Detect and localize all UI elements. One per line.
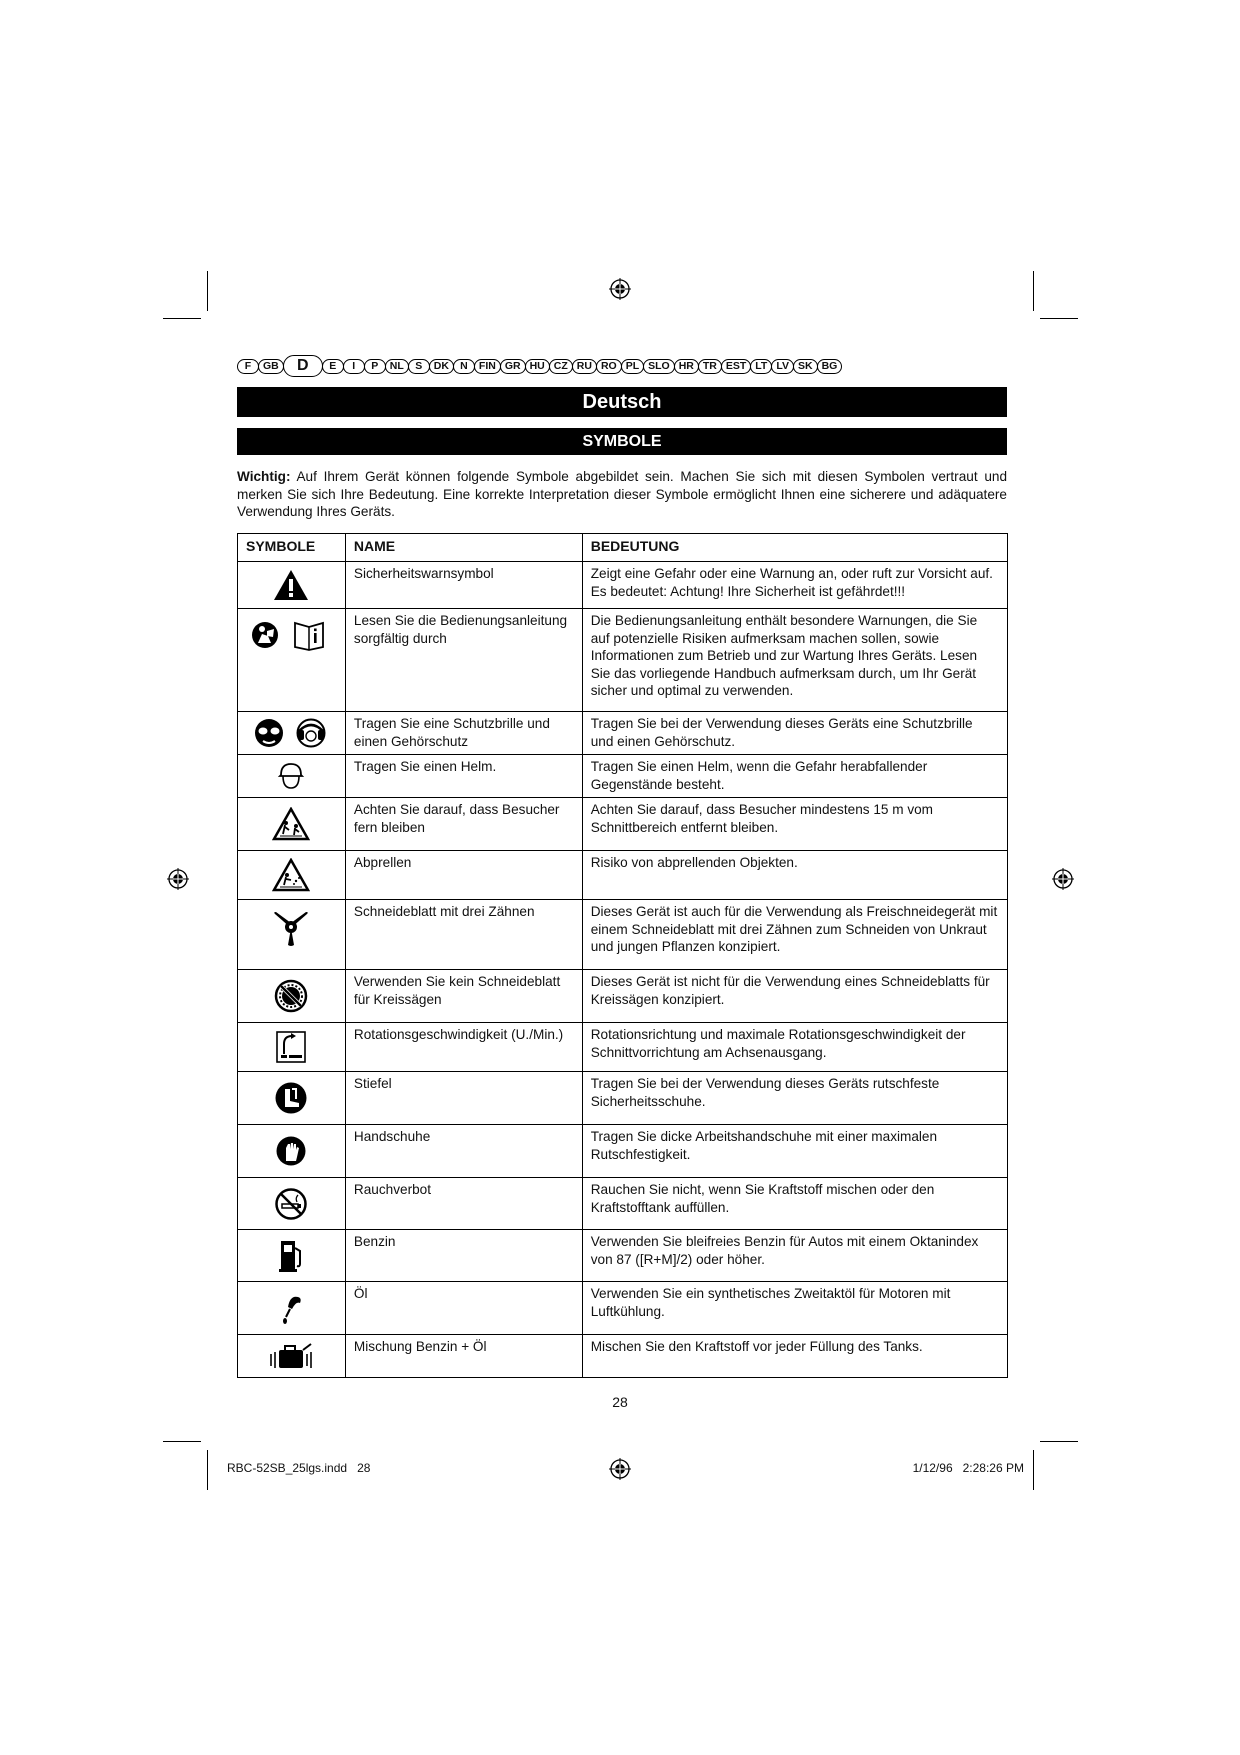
- column-header: NAME: [345, 534, 582, 562]
- table-row: [238, 1125, 1008, 1178]
- goggles-earmuffs-icon: [253, 717, 329, 749]
- column-header: BEDEUTUNG: [582, 534, 1007, 562]
- footer-file: RBC-52SB_25lgs.indd 28: [227, 1461, 371, 1475]
- language-tab-gb[interactable]: GB: [258, 359, 284, 374]
- table-row: [238, 1072, 1008, 1125]
- ricochet-icon: [272, 858, 310, 892]
- language-tab-cz[interactable]: CZ: [549, 359, 573, 374]
- registration-mark-icon: [609, 278, 631, 300]
- language-title: Deutsch: [582, 390, 662, 413]
- symbol-meaning: Verwenden Sie bleifreies Benzin für Autos mit einem Oktanindex von 87 ([R+M]/2) oder höher.: [582, 1230, 1007, 1282]
- table-row: [238, 562, 1008, 609]
- symbol-name: Öl: [345, 1282, 582, 1335]
- table-row: [238, 970, 1008, 1023]
- language-tab-ru[interactable]: RU: [572, 359, 597, 374]
- symbol-name: Tragen Sie eine Schutzbrille und einen Gehörschutz: [345, 712, 582, 755]
- bystanders-away-icon: [272, 807, 310, 841]
- crop-mark: [1040, 318, 1078, 319]
- language-tab-est[interactable]: EST: [721, 359, 751, 374]
- language-tab-bg[interactable]: BG: [817, 359, 843, 374]
- gloves-icon: [275, 1135, 307, 1167]
- table-header-row: [238, 534, 1008, 562]
- crop-mark: [163, 318, 201, 319]
- symbol-meaning: Tragen Sie bei der Verwendung dieses Geräts eine Schutzbrille und einen Gehörschutz.: [582, 712, 1007, 755]
- no-circular-saw-blade-icon: [274, 979, 308, 1013]
- page-number: 28: [612, 1394, 628, 1410]
- language-tab-slo[interactable]: SLO: [643, 359, 675, 374]
- fuel-mix-icon: [267, 1340, 315, 1372]
- intro-label: Wichtig:: [237, 469, 291, 484]
- symbol-cell: [238, 712, 346, 755]
- registration-mark-icon: [167, 868, 189, 890]
- boots-icon: [274, 1081, 308, 1115]
- symbol-meaning: Zeigt eine Gefahr oder eine Warnung an, oder ruft zur Vorsicht auf. Es bedeutet: Achtung! Ihre Sicherheit ist gefährdet!!!: [582, 562, 1007, 609]
- symbol-meaning: Die Bedienungsanleitung enthält besondere Warnungen, die Sie auf potenzielle Risiken aufmerksam machen sollen, sowie Informationen zum Betrieb und zur Wartung Ihres Geräts. Lesen Sie das vorliegende Handbuch aufmerksam durch, um Ihr Gerät sicher und optimal zu verwenden.: [582, 609, 1007, 712]
- symbol-name: Abprellen: [345, 851, 582, 900]
- symbols-table: [237, 533, 1008, 1378]
- symbol-meaning: Tragen Sie einen Helm, wenn die Gefahr herabfallender Gegenstände besteht.: [582, 755, 1007, 798]
- intro-text: Auf Ihrem Gerät können folgende Symbole abgebildet sein. Machen Sie sich mit diesen Symbolen vertraut und merken Sie sich Ihre Bedeutung. Eine korrekte Interpretation dieser Symbole ermöglicht Ihnen eine sicherere und adäquatere Verwendung Ihres Geräts.: [237, 469, 1007, 519]
- symbol-meaning: Tragen Sie bei der Verwendung dieses Geräts rutschfeste Sicherheitsschuhe.: [582, 1072, 1007, 1125]
- footer-timestamp: 1/12/96 2:28:26 PM: [912, 1461, 1024, 1475]
- crop-mark: [1040, 1441, 1078, 1442]
- language-tab-fin[interactable]: FIN: [474, 359, 501, 374]
- symbol-cell: [238, 1125, 346, 1178]
- symbol-meaning: Risiko von abprellenden Objekten.: [582, 851, 1007, 900]
- symbol-name: Lesen Sie die Bedienungsanleitung sorgfältig durch: [345, 609, 582, 712]
- symbol-name: Sicherheitswarnsymbol: [345, 562, 582, 609]
- symbol-name: Verwenden Sie kein Schneideblatt für Kreissägen: [345, 970, 582, 1023]
- column-header: SYMBOLE: [238, 534, 346, 562]
- symbol-name: Achten Sie darauf, dass Besucher fern bleiben: [345, 798, 582, 851]
- section-title: SYMBOLE: [582, 432, 662, 450]
- oil-can-icon: [276, 1289, 306, 1327]
- language-tab-hu[interactable]: HU: [525, 359, 550, 374]
- language-tab-d[interactable]: D: [283, 355, 323, 377]
- symbol-meaning: Achten Sie darauf, dass Besucher mindestens 15 m vom Schnittbereich entfernt bleiben.: [582, 798, 1007, 851]
- table-row: [238, 755, 1008, 798]
- symbol-cell: [238, 851, 346, 900]
- symbol-name: Schneideblatt mit drei Zähnen: [345, 900, 582, 970]
- symbol-name: Handschuhe: [345, 1125, 582, 1178]
- language-tab-ro[interactable]: RO: [596, 359, 622, 374]
- symbol-name: Mischung Benzin + Öl: [345, 1335, 582, 1378]
- language-tab-f[interactable]: F: [237, 359, 259, 374]
- language-tab-bar: [237, 355, 1007, 377]
- language-tab-s[interactable]: S: [408, 359, 430, 374]
- symbol-cell: [238, 1072, 346, 1125]
- table-row: [238, 900, 1008, 970]
- language-tab-pl[interactable]: PL: [621, 359, 644, 374]
- rotation-speed-icon: [275, 1030, 307, 1064]
- symbol-name: Tragen Sie einen Helm.: [345, 755, 582, 798]
- symbol-meaning: Mischen Sie den Kraftstoff vor jeder Füllung des Tanks.: [582, 1335, 1007, 1378]
- language-title-band: [237, 387, 1007, 417]
- language-tab-i[interactable]: I: [343, 359, 365, 374]
- symbol-cell: [238, 1335, 346, 1378]
- language-tab-p[interactable]: P: [364, 359, 386, 374]
- intro-paragraph: [237, 468, 1007, 521]
- symbol-cell: [238, 1023, 346, 1072]
- symbol-cell: [238, 755, 346, 798]
- table-row: [238, 609, 1008, 712]
- symbol-meaning: Rotationsrichtung und maximale Rotationsgeschwindigkeit der Schnittvorrichtung am Achsenausgang.: [582, 1023, 1007, 1072]
- crop-mark: [163, 1441, 201, 1442]
- language-tab-tr[interactable]: TR: [698, 359, 722, 374]
- symbol-cell: [238, 900, 346, 970]
- symbol-name: Stiefel: [345, 1072, 582, 1125]
- fuel-pump-icon: [277, 1238, 305, 1274]
- table-row: [238, 851, 1008, 900]
- symbol-meaning: Rauchen Sie nicht, wenn Sie Kraftstoff mischen oder den Kraftstofftank auffüllen.: [582, 1178, 1007, 1230]
- no-smoking-icon: [274, 1187, 308, 1221]
- language-tab-gr[interactable]: GR: [500, 359, 526, 374]
- symbol-meaning: Dieses Gerät ist auch für die Verwendung als Freischneidegerät mit einem Schneideblatt mit drei Zähnen zum Schneiden von Unkraut und jungen Pflanzen konzipiert.: [582, 900, 1007, 970]
- table-row: [238, 1178, 1008, 1230]
- language-tab-hr[interactable]: HR: [674, 359, 699, 374]
- symbol-meaning: Dieses Gerät ist nicht für die Verwendung eines Schneideblatts für Kreissägen konzipiert.: [582, 970, 1007, 1023]
- table-row: [238, 798, 1008, 851]
- warning-triangle-icon: [272, 568, 310, 602]
- symbol-cell: [238, 1282, 346, 1335]
- symbol-cell: [238, 798, 346, 851]
- symbol-cell: [238, 562, 346, 609]
- symbol-meaning: Tragen Sie dicke Arbeitshandschuhe mit einer maximalen Rutschfestigkeit.: [582, 1125, 1007, 1178]
- symbol-cell: [238, 1230, 346, 1282]
- crop-mark: [207, 271, 208, 311]
- language-tab-n[interactable]: N: [453, 359, 475, 374]
- table-row: [238, 1023, 1008, 1072]
- registration-mark-icon: [609, 1458, 631, 1480]
- crop-mark: [207, 1450, 208, 1490]
- read-manual-icon: [251, 619, 331, 653]
- language-tab-e[interactable]: E: [322, 359, 344, 374]
- three-tooth-blade-icon: [271, 908, 311, 948]
- symbol-name: Rotationsgeschwindigkeit (U./Min.): [345, 1023, 582, 1072]
- table-row: [238, 1230, 1008, 1282]
- language-tab-sk[interactable]: SK: [793, 359, 818, 374]
- symbol-name: Benzin: [345, 1230, 582, 1282]
- symbol-meaning: Verwenden Sie ein synthetisches Zweitaktöl für Motoren mit Luftkühlung.: [582, 1282, 1007, 1335]
- table-row: [238, 712, 1008, 755]
- language-tab-lt[interactable]: LT: [750, 359, 772, 374]
- section-title-band: [237, 428, 1007, 455]
- registration-mark-icon: [1052, 868, 1074, 890]
- symbol-cell: [238, 609, 346, 712]
- symbol-cell: [238, 1178, 346, 1230]
- helmet-icon: [277, 761, 305, 791]
- language-tab-nl[interactable]: NL: [385, 359, 409, 374]
- crop-mark: [1033, 1450, 1034, 1490]
- table-row: [238, 1335, 1008, 1378]
- symbol-cell: [238, 970, 346, 1023]
- table-row: [238, 1282, 1008, 1335]
- language-tab-dk[interactable]: DK: [429, 359, 454, 374]
- language-tab-lv[interactable]: LV: [771, 359, 794, 374]
- crop-mark: [1033, 271, 1034, 311]
- symbol-name: Rauchverbot: [345, 1178, 582, 1230]
